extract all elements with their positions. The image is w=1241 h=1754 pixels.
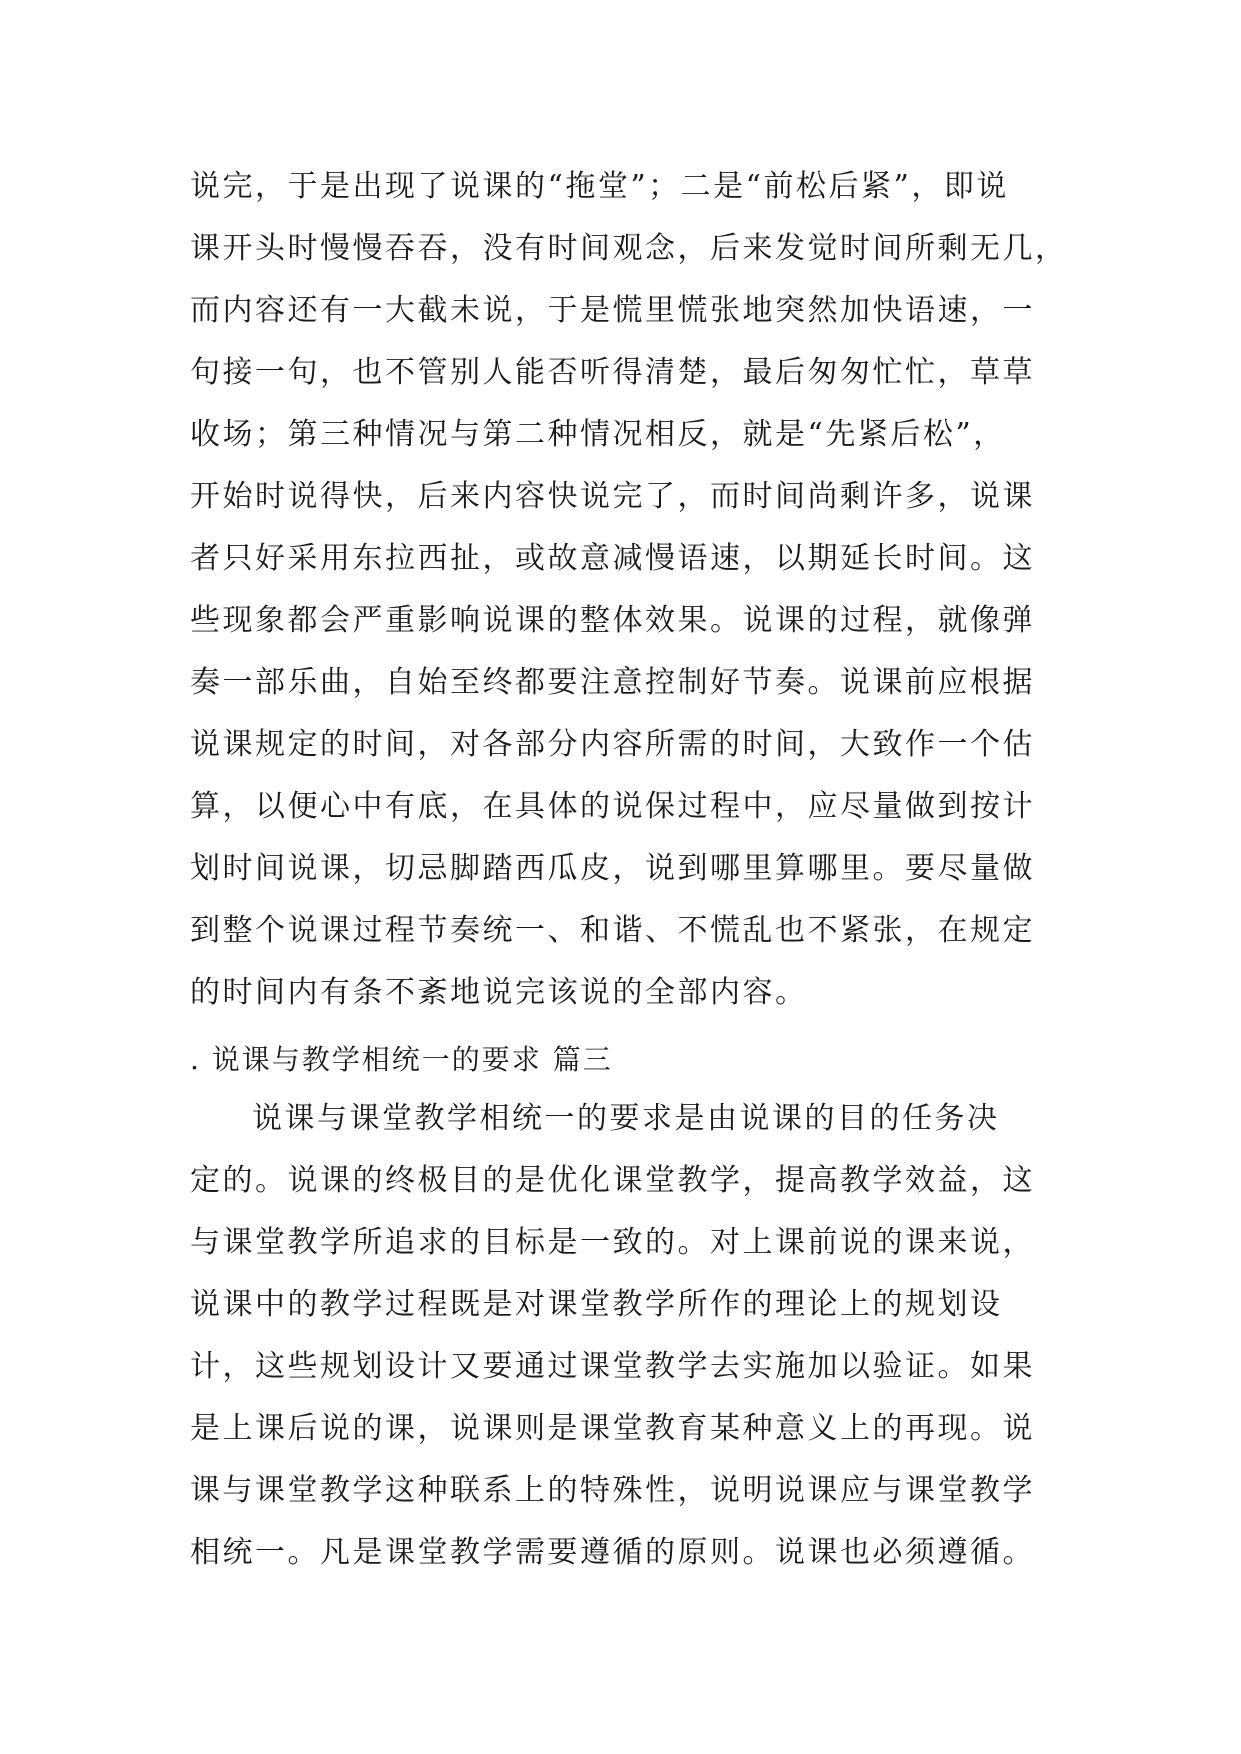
text-line: 些现象都会严重影响说课的整体效果。说课的过程，就像弹	[190, 603, 1035, 638]
text-line: 说完，于是出现了说课的“拖堂”；二是“前松后紧”，即说	[190, 169, 1009, 204]
text-line: 课与课堂教学这种联系上的特殊性，说明说课应与课堂教学	[190, 1473, 1035, 1508]
text-line: 奏一部乐曲，自始至终都要注意控制好节奏。说课前应根据	[190, 665, 1035, 700]
text-line: 的时间内有条不紊地说完该说的全部内容。	[190, 975, 808, 1010]
text-line: 定的。说课的终极目的是优化课堂教学，提高教学效益，这	[190, 1163, 1035, 1198]
text-line: 算，以便心中有底，在具体的说保过程中，应尽量做到按计	[190, 789, 1035, 824]
text-line: 课开头时慢慢吞吞，没有时间观念，后来发觉时间所剩无几，	[190, 231, 1068, 266]
text-line: 说课与课堂教学相统一的要求是由说课的目的任务决	[252, 1101, 1000, 1136]
paragraph-continued	[190, 156, 1068, 1024]
paragraph-section	[190, 1088, 1060, 1584]
text-line: 而内容还有一大截未说，于是慌里慌张地突然加快语速，一	[190, 293, 1035, 328]
text-line: 到整个说课过程节奏统一、和谐、不慌乱也不紧张，在规定	[190, 913, 1035, 948]
text-line: 划时间说课，切忌脚踏西瓜皮，说到哪里算哪里。要尽量做	[190, 851, 1035, 886]
text-line: 与课堂教学所追求的目标是一致的。对上课前说的课来说，	[190, 1225, 1035, 1260]
text-line: 开始时说得快，后来内容快说完了，而时间尚剩许多，说课	[190, 479, 1035, 514]
text-line: 说课规定的时间，对各部分内容所需的时间，大致作一个估	[190, 727, 1035, 762]
text-line: 计，这些规划设计又要通过课堂教学去实施加以验证。如果	[190, 1349, 1035, 1384]
section-heading-block	[190, 1029, 1060, 1091]
text-line: 是上课后说的课，说课则是课堂教育某种意义上的再现。说	[190, 1411, 1035, 1446]
text-line: 者只好采用东拉西扯，或故意减慢语速，以期延长时间。这	[190, 541, 1035, 576]
text-line: 说课中的教学过程既是对课堂教学所作的理论上的规划设	[190, 1287, 1003, 1322]
text-line: 收场；第三种情况与第二种情况相反，就是“先紧后松”，	[190, 417, 1006, 452]
section-heading: . 说课与教学相统一的要求 篇三	[190, 1043, 613, 1076]
text-line: 相统一。凡是课堂教学需要遵循的原则。说课也必须遵循。	[190, 1535, 1035, 1570]
text-line: 句接一句，也不管别人能否听得清楚，最后匆匆忙忙，草草	[190, 355, 1035, 390]
